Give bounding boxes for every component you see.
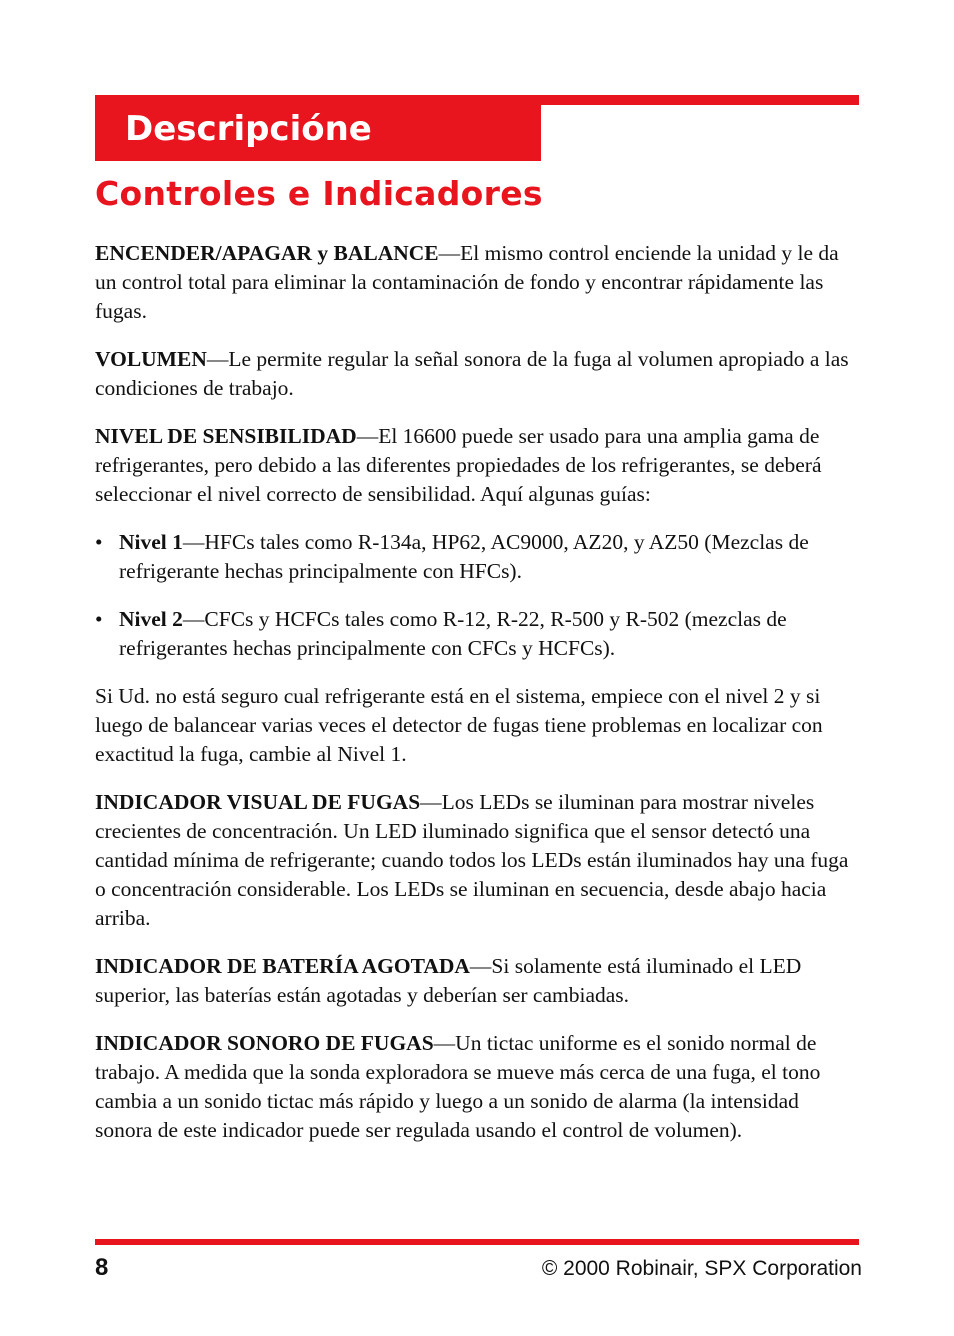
desc-visual-indicator: —Los LEDs se iluminan para mostrar niveles crecientes de concentración. Un LED iluminado significa que el sensor detectó una cantidad mínima de refrigerante; cuando todos los LEDs están iluminados hay una fuga o concentración considerable. Los LEDs se iluminan en secuencia, desde abajo hacia arriba.: [95, 790, 849, 930]
term-power-balance: ENCENDER/APAGAR y BALANCE: [95, 241, 439, 265]
term-battery-indicator: INDICADOR DE BATERÍA AGOTADA: [95, 954, 470, 978]
paragraph-visual-indicator: [95, 788, 857, 933]
desc-audio-indicator: —Un tictac uniforme es el sonido normal de trabajo. A medida que la sonda exploradora se mueve más cerca de una fuga, el tono cambia a un sonido tictac más rápido y luego a un sonido de alarma (la intensidad sonora de este indicador puede ser regulada usando el control de volumen).: [95, 1031, 821, 1142]
desc-volume: —Le permite regular la señal sonora de la fuga al volumen apropiado a las condiciones de trabajo.: [95, 347, 849, 400]
desc-power-balance: —El mismo control enciende la unidad y le da un control total para eliminar la contaminación de fondo y encontrar rápidamente las fugas.: [95, 241, 839, 323]
paragraph-sensitivity: [95, 422, 857, 509]
desc-battery-indicator: —Si solamente está iluminado el LED superior, las baterías están agotadas y deberían ser cambiadas.: [95, 954, 802, 1007]
list-item-level-2: [95, 605, 857, 663]
bullet-icon: •: [95, 530, 103, 554]
term-level-2: Nivel 2: [119, 607, 183, 631]
page-subtitle: Controles e Indicadores: [95, 174, 543, 213]
paragraph-power-balance: [95, 239, 857, 326]
term-level-1: Nivel 1: [119, 530, 183, 554]
term-sensitivity: NIVEL DE SENSIBILIDAD: [95, 424, 357, 448]
copyright-notice: © 2000 Robinair, SPX Corporation: [541, 1257, 862, 1280]
term-volume: VOLUMEN: [95, 347, 207, 371]
section-title: Descripcióne: [125, 109, 372, 149]
desc-level-1: —HFCs tales como R-134a, HP62, AC9000, AZ20, y AZ50 (Mezclas de refrigerante hechas principalmente con HFCs).: [119, 530, 809, 583]
page-number: 8: [95, 1254, 109, 1281]
desc-level-2: —CFCs y HCFCs tales como R-12, R-22, R-500 y R-502 (mezclas de refrigerantes hechas principalmente con CFCs y HCFCs).: [119, 607, 787, 660]
paragraph-volume: [95, 345, 857, 403]
paragraph-note: Si Ud. no está seguro cual refrigerante está en el sistema, empiece con el nivel 2 y si luego de balancear varias veces el detector de fugas tiene problemas en localizar con exactitud la fuga, cambie al Nivel 1.: [95, 684, 823, 766]
desc-sensitivity: —El 16600 puede ser usado para una amplia gama de refrigerantes, pero debido a las diferentes propiedades de los refrigerantes, se deberá seleccionar el nivel correcto de sensibilidad. Aquí algunas guías:: [95, 424, 822, 506]
term-visual-indicator: INDICADOR VISUAL DE FUGAS: [95, 790, 421, 814]
section-banner: [95, 95, 541, 161]
paragraph-audio-indicator: [95, 1029, 857, 1145]
list-item-level-1: [95, 528, 857, 586]
body-content: [95, 239, 857, 1164]
paragraph-battery-indicator: [95, 952, 857, 1010]
bullet-icon: •: [95, 607, 103, 631]
bottom-red-rule: [95, 1239, 859, 1245]
term-audio-indicator: INDICADOR SONORO DE FUGAS: [95, 1031, 434, 1055]
